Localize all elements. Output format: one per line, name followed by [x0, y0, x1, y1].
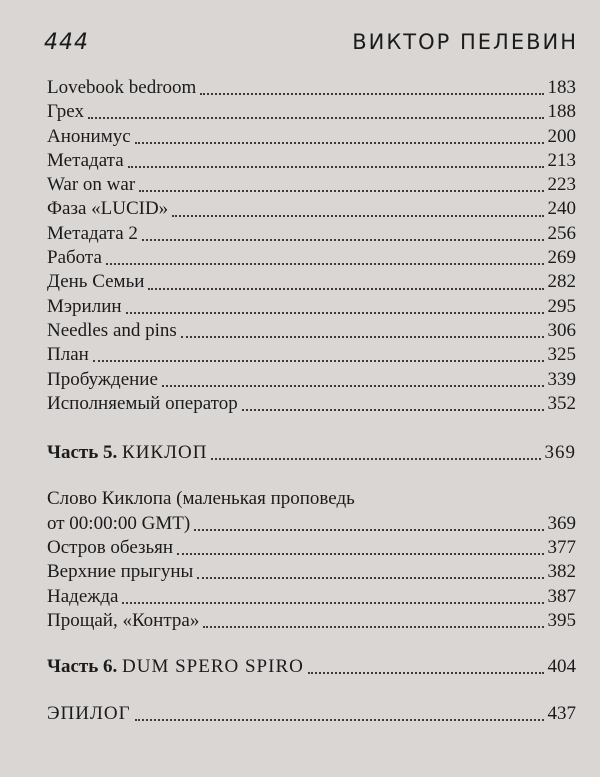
dot-leader [177, 553, 543, 555]
part-label: Часть 5. [47, 442, 118, 464]
toc-entry: Надежда 387 [47, 585, 576, 607]
toc-entry: План 325 [47, 344, 576, 366]
toc-entry: Исполняемый оператор 352 [47, 392, 576, 414]
dot-leader [211, 458, 540, 460]
dot-leader [181, 336, 544, 338]
dot-leader [128, 166, 544, 168]
toc-entry: Прощай, «Контра» 395 [47, 609, 576, 631]
toc-part-5: Часть 5. КИКЛОП 369 [47, 442, 576, 464]
author-name: ВИКТОР ПЕЛЕВИН [352, 30, 578, 54]
dot-leader [126, 312, 544, 314]
part-name: DUM SPERO SPIRO [122, 656, 304, 678]
toc-entry: Остров обезьян 377 [47, 537, 576, 559]
toc-entry: Метадата 2 256 [47, 222, 576, 244]
page-number: 444 [44, 30, 89, 55]
dot-leader [148, 288, 543, 290]
toc-entry: Мэрилин 295 [47, 295, 576, 317]
dot-leader [197, 577, 543, 579]
toc-entry: День Семьи 282 [47, 271, 576, 293]
running-header [44, 30, 578, 55]
dot-leader [139, 190, 543, 192]
dot-leader [308, 672, 544, 674]
toc-entry: Грех 188 [47, 101, 576, 123]
dot-leader [88, 117, 544, 119]
part-label: Часть 6. [47, 656, 118, 678]
dot-leader [122, 602, 543, 604]
dot-leader [106, 263, 544, 265]
toc-entry: Пробуждение 339 [47, 368, 576, 390]
table-of-contents [47, 76, 576, 726]
dot-leader [194, 529, 543, 531]
dot-leader [135, 142, 544, 144]
dot-leader [242, 409, 544, 411]
dot-leader [203, 626, 543, 628]
toc-epilogue: ЭПИЛОГ 437 [47, 702, 576, 724]
part-name: КИКЛОП [122, 442, 208, 464]
toc-entry: War on war 223 [47, 174, 576, 196]
dot-leader [142, 239, 544, 241]
toc-entry: Верхние прыгуны 382 [47, 561, 576, 583]
toc-part-6: Часть 6. DUM SPERO SPIRO 404 [47, 656, 576, 678]
dot-leader [93, 360, 544, 362]
toc-entry: Анонимус 200 [47, 125, 576, 147]
dot-leader [162, 385, 544, 387]
toc-entry: Метадата 213 [47, 149, 576, 171]
toc-entry: Работа 269 [47, 247, 576, 269]
toc-entry: от 00:00:00 GMT) 369 [47, 512, 576, 534]
dot-leader [200, 93, 543, 95]
toc-entry: Needles and pins 306 [47, 319, 576, 341]
dot-leader [172, 215, 543, 217]
toc-entry-line1: Слово Киклопа (маленькая проповедь [47, 488, 355, 510]
toc-entry: Lovebook bedroom 183 [47, 77, 576, 98]
dot-leader [135, 719, 544, 721]
toc-entry: Фаза «LUCID» 240 [47, 198, 576, 220]
